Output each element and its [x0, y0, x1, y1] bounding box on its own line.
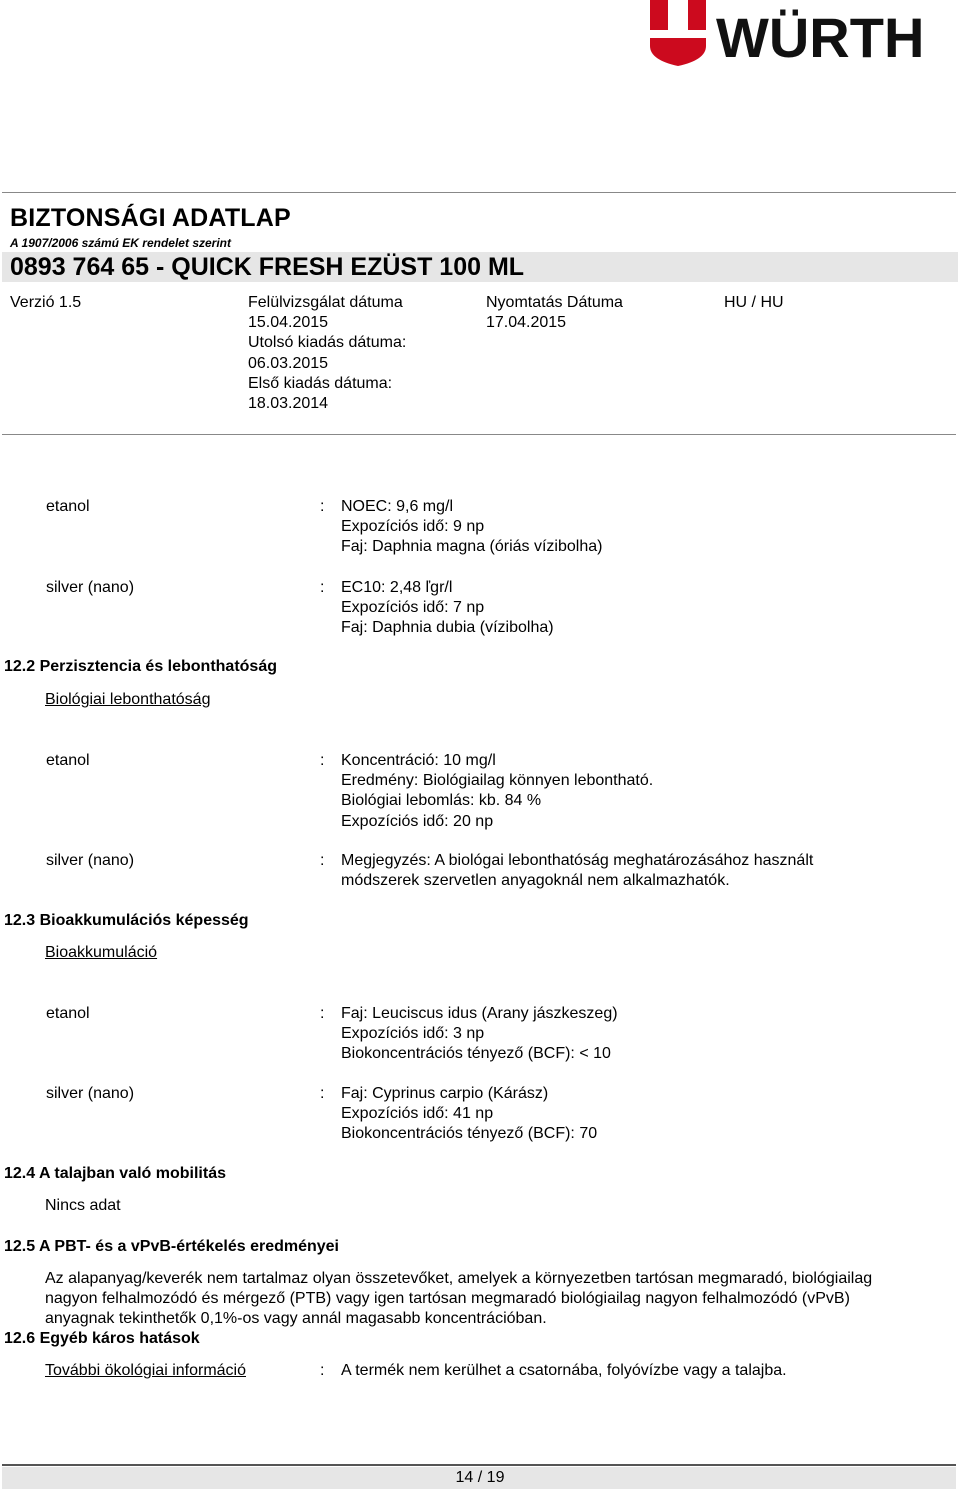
print-date: 17.04.2015 [486, 314, 567, 332]
section-heading-12-4: 12.4 A talajban való mobilitás [4, 1165, 226, 1182]
value-block [341, 851, 813, 891]
section-heading-12-5: 12.5 A PBT- és a vPvB-értékelés eredményei [4, 1238, 339, 1255]
value-block [341, 578, 554, 639]
value-line: Biológiai lebomlás: kb. 84 % [341, 792, 542, 810]
substance-label: silver (nano) [46, 852, 135, 869]
print-label: Nyomtatás Dátuma [486, 294, 623, 311]
colon: : [320, 498, 325, 515]
value-line: Faj: Cyprinus carpio (Kárász) [341, 1085, 549, 1102]
value-block [341, 751, 653, 832]
colon: : [320, 852, 325, 869]
value-block [341, 1084, 597, 1145]
product-name: 0893 764 65 - QUICK FRESH EZÜST 100 ML [10, 253, 525, 281]
substance-label: etanol [46, 498, 90, 515]
value-line: Koncentráció: 10 mg/l [341, 752, 496, 769]
regulation-note: A 1907/2006 számú EK rendelet szerint [10, 236, 231, 250]
paragraph-line: anyagnak tekinthetők 0,1%-os vagy annál magasabb koncentrációban. [45, 1310, 547, 1328]
value-line: Biokoncentrációs tényező (BCF): < 10 [341, 1045, 611, 1063]
value-line: Expozíciós idő: 3 np [341, 1025, 485, 1043]
value-line: módszerek szervetlen anyagoknál nem alkalmazhatók. [341, 872, 730, 890]
further-info-label: További ökológiai információ [45, 1362, 246, 1379]
colon: : [320, 1362, 325, 1379]
revision-block [248, 293, 406, 414]
value-line: EC10: 2,48 ľgr/l [341, 579, 453, 596]
colon: : [320, 579, 325, 596]
last-issue-label: Utolsó kiadás dátuma: [248, 334, 407, 352]
value-line: Expozíciós idő: 7 np [341, 599, 485, 617]
further-info-value: A termék nem kerülhet a csatornába, folyóvízbe vagy a talajba. [341, 1362, 787, 1379]
value-line: Faj: Daphnia dubia (vízibolha) [341, 619, 554, 637]
print-block [486, 293, 623, 333]
substance-label: silver (nano) [46, 1085, 135, 1102]
document-title: BIZTONSÁGI ADATLAP [10, 204, 291, 232]
page-number: 14 / 19 [455, 1469, 505, 1486]
value-line: NOEC: 9,6 mg/l [341, 498, 454, 515]
header-divider [2, 192, 956, 193]
colon: : [320, 1085, 325, 1102]
value-line: Megjegyzés: A biológai lebonthatóság meghatározásához használt [341, 852, 814, 869]
revision-date: 15.04.2015 [248, 314, 329, 332]
subheading-bioaccumulation: Bioakkumuláció [45, 944, 158, 961]
value-line: Expozíciós idő: 41 np [341, 1105, 494, 1123]
substance-label: silver (nano) [46, 579, 135, 596]
substance-label: etanol [46, 752, 90, 769]
value-block [341, 497, 602, 558]
subheading-biodegradability: Biológiai lebonthatóság [45, 691, 211, 708]
last-issue-date: 06.03.2015 [248, 354, 329, 372]
value-block [341, 1004, 618, 1065]
no-data-text: Nincs adat [45, 1197, 121, 1214]
first-issue-date: 18.03.2014 [248, 395, 329, 413]
meta-divider [2, 434, 956, 435]
locale: HU / HU [724, 294, 784, 311]
wurth-logo [648, 0, 958, 68]
pbt-paragraph [45, 1269, 955, 1330]
section-heading-12-2: 12.2 Perzisztencia és lebonthatóság [4, 658, 277, 675]
value-line: Expozíciós idő: 9 np [341, 518, 485, 536]
revision-label: Felülvizsgálat dátuma [248, 294, 403, 311]
value-line: Faj: Leuciscus idus (Arany jászkeszeg) [341, 1005, 618, 1022]
value-line: Expozíciós idő: 20 np [341, 812, 494, 830]
section-heading-12-6: 12.6 Egyéb káros hatások [4, 1330, 200, 1347]
section-heading-12-3: 12.3 Bioakkumulációs képesség [4, 912, 249, 929]
wurth-logo-graphic [648, 0, 958, 68]
value-line: Biokoncentrációs tényező (BCF): 70 [341, 1125, 598, 1143]
paragraph-line: Az alapanyag/keverék nem tartalmaz olyan összetevőket, amelyek a környezetben tartósan megmaradó, biológiailag [45, 1270, 873, 1287]
brand-name: WÜRTH [716, 6, 925, 68]
substance-label: etanol [46, 1005, 90, 1022]
value-line: Eredmény: Biológiailag könnyen lebontható. [341, 772, 654, 790]
colon: : [320, 752, 325, 769]
paragraph-line: nagyon felhalmozódó és mérgező (PTB) vagy igen tartósan megmaradó biológiailag nagyon felhalmozódó (vPvB) [45, 1290, 850, 1308]
version: Verzió 1.5 [10, 294, 82, 311]
value-line: Faj: Daphnia magna (óriás vízibolha) [341, 538, 603, 556]
first-issue-label: Első kiadás dátuma: [248, 374, 393, 392]
colon: : [320, 1005, 325, 1022]
footer-divider [2, 1464, 956, 1466]
